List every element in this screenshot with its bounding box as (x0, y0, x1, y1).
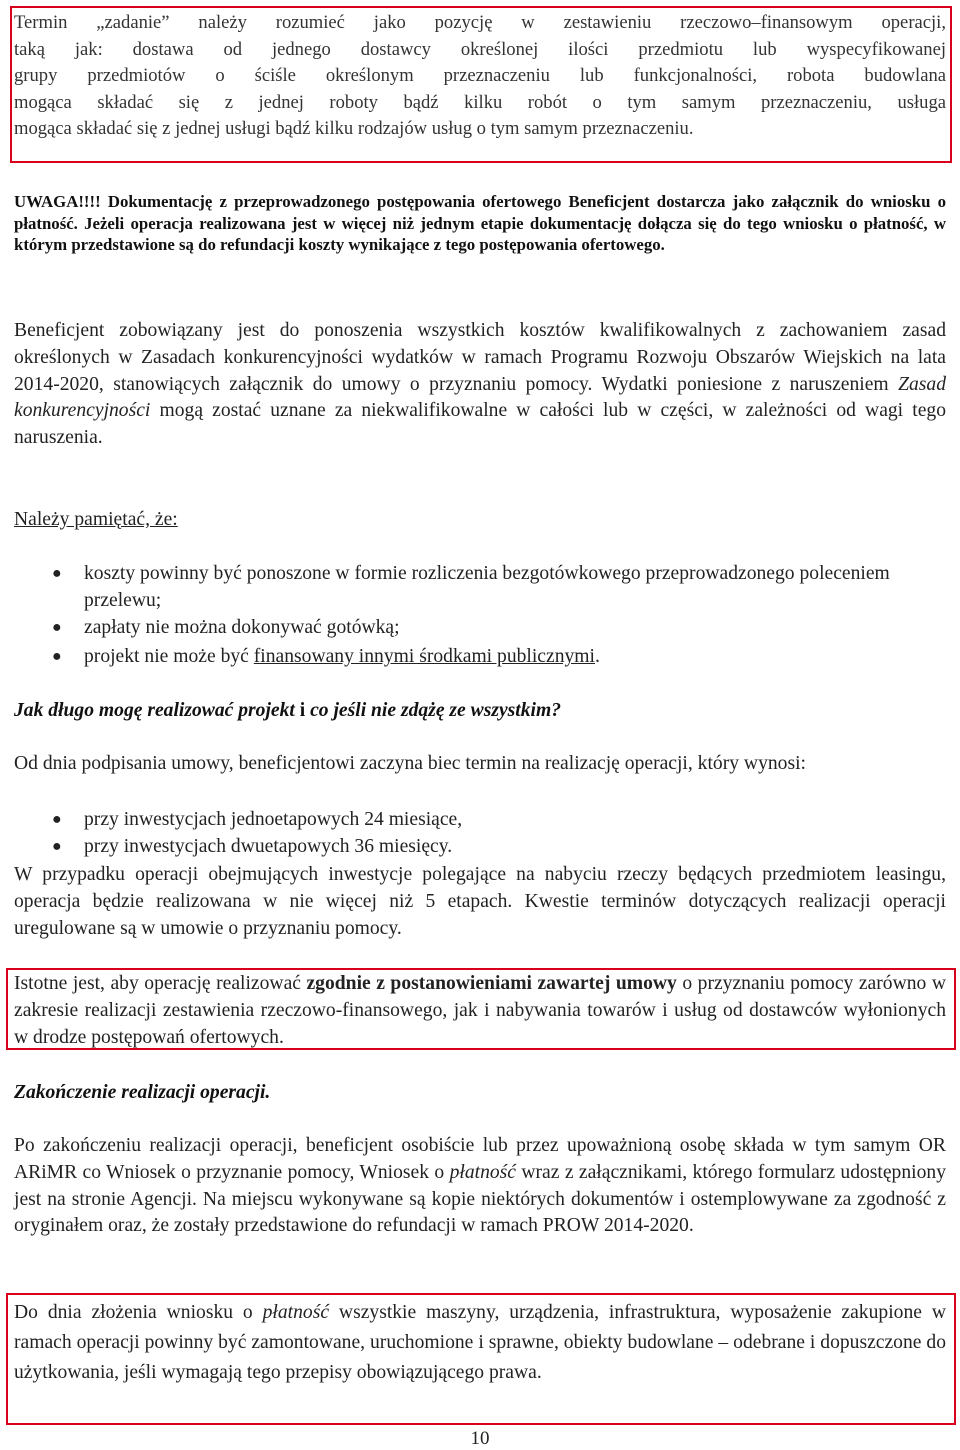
bullet-icon: ● (52, 648, 62, 666)
definition-line: grupy przedmiotów o ściśle określonym przeznaczeniu lub funkcjonalności, robota budowlana (14, 65, 946, 87)
equipment-italic: płatność (262, 1302, 330, 1323)
bullet-icon: ● (52, 811, 62, 828)
list-item-text: przy inwestycjach jednoetapowych 24 miesiące, (84, 809, 463, 830)
bullet-icon: ● (52, 837, 62, 855)
remember-list (14, 561, 946, 671)
warning-label: UWAGA!!!! (14, 192, 101, 211)
list-item-text: koszty powinny być ponoszone w formie rozliczenia bezgotówkowego przeprowadzonego poleceniem przelewu; (84, 563, 890, 611)
term-paragraph: Od dnia podpisania umowy, beneficjentowi zaczyna biec termin na realizację operacji, który wynosi: (14, 753, 806, 774)
warning-text-1: Dokumentację z przeprowadzonego postępowania ofertowego Beneficjent dostarcza jako załącznik do wniosku o płatność. (14, 192, 946, 233)
completion-italic: płatność (449, 1161, 516, 1183)
agreement-text (14, 971, 946, 1051)
leasing-paragraph: W przypadku operacji obejmujących inwestycje polegające na nabyciu rzeczy będących przedmiotem leasingu, operacja będzie realizowana w nie więcej niż 5 etapach. Kwestie terminów dotyczących realizacji operacji uregulowane są w umowie o przyznaniu pomocy. (14, 864, 946, 939)
eligibility-paragraph (14, 318, 946, 452)
list-item (14, 615, 946, 642)
equipment-text-start: Do dnia złożenia wniosku o (14, 1302, 263, 1323)
list-item (14, 561, 946, 615)
equipment-text (14, 1298, 946, 1388)
list-item-underlined: finansowany innymi środkami publicznymi (253, 646, 595, 668)
definition-line: Termin „zadanie” należy rozumieć jako pozycję w zestawieniu rzeczowo–finansowym operacji, (14, 12, 946, 33)
bullet-icon: ● (52, 565, 62, 582)
equipment-text-end: wszystkie maszyny, urządzenia, infrastruktura, wyposażenie zakupione w ramach operacji powinny być zamontowane, uruchomione i sprawne, obiekty budowlane – odebrane i dopuszczone do użytkowania, jeśli wymagają tego przepisy obowiązującego prawa. (14, 1302, 946, 1383)
list-item (14, 807, 946, 834)
definition-line: mogąca składać się z jednej roboty bądź kilku robót o tym samym przeznaczeniu, usługa (14, 91, 946, 113)
definition-text (14, 10, 946, 143)
eligibility-text: Beneficjent zobowiązany jest do ponoszenia wszystkich kosztów kwalifikowalnych z zachowaniem zasad określonych w Zasadach konkurencyjności wydatków w ramach Programu Rozwoju Obszarów Wiejskich na lata 2014-2020, stanowiących załącznik do umowy o przyznaniu pomocy. Wydatki poniesione z naruszeniem (14, 320, 946, 395)
list-item (14, 644, 946, 671)
question-connector: i (294, 700, 311, 721)
question-heading (14, 700, 946, 722)
completion-text-start: Po zakończeniu realizacji operacji, beneficjent osobiście lub przez upoważnioną osobę składa w tym samym OR ARiMR co Wniosek o przyznanie pomocy, Wniosek o (14, 1135, 946, 1183)
list-item-text: przy inwestycjach dwuetapowych 36 miesięcy. (84, 835, 453, 857)
bullet-icon: ● (52, 618, 62, 636)
agreement-text-start: Istotne jest, aby operację realizować (14, 973, 307, 994)
list-item-text: projekt nie może być (84, 646, 254, 668)
list-item (14, 834, 946, 861)
completion-paragraph (14, 1133, 946, 1240)
page-number: 10 (470, 1428, 490, 1449)
list-item-text-end: . (594, 646, 600, 668)
question-part-1: Jak długo mogę realizować projekt (14, 700, 295, 721)
term-list (14, 807, 946, 861)
eligibility-text-end: mogą zostać uznane za niekwalifikowalne w całości lub w części, w zależności od wagi tego naruszenia. (14, 400, 946, 449)
definition-line: taką jak: dostawa od jednego dostawcy określonej ilości przedmiotu lub wyspecyfikowanej (14, 38, 946, 60)
question-part-2: co jeśli nie zdążę ze wszystkim? (310, 700, 561, 721)
rules-title: Zasad konkurencyjności (14, 373, 946, 422)
agreement-text-end: o przyznaniu pomocy zarówno w zakresie realizacji zestawienia rzeczowo-finansowego, jak i nabywania towarów i usług od dostawców wyłonionych w drodze postępowań ofertowych. (14, 973, 946, 1048)
definition-line: mogąca składać się z jednej usługi bądź kilku rodzajów usług o tym samym przeznaczeniu. (14, 118, 694, 140)
completion-heading: Zakończenie realizacji operacji. (14, 1082, 271, 1103)
warning-note (14, 191, 946, 256)
completion-text-end: wraz z załącznikami, którego formularz udostępniony jest na stronie Agencji. Na miejscu wykonywane są kopie niektórych dokumentów i ostemplowywane za zgodność z oryginałem oraz, że zostały przedstawione do refundacji w ramach PROW 2014-2020. (14, 1161, 946, 1237)
list-item-text: zapłaty nie można dokonywać gotówką; (84, 616, 400, 638)
remember-heading: Należy pamiętać, że: (14, 509, 178, 530)
agreement-emphasis: zgodnie z postanowieniami zawartej umowy (306, 973, 677, 994)
warning-text-2: Jeżeli operacja realizowana jest w więcej niż jednym etapie dokumentację dołącza się do tego wniosku o płatność, w którym przedstawione są do refundacji koszty wynikające z tego postępowania ofertowego. (14, 213, 946, 254)
